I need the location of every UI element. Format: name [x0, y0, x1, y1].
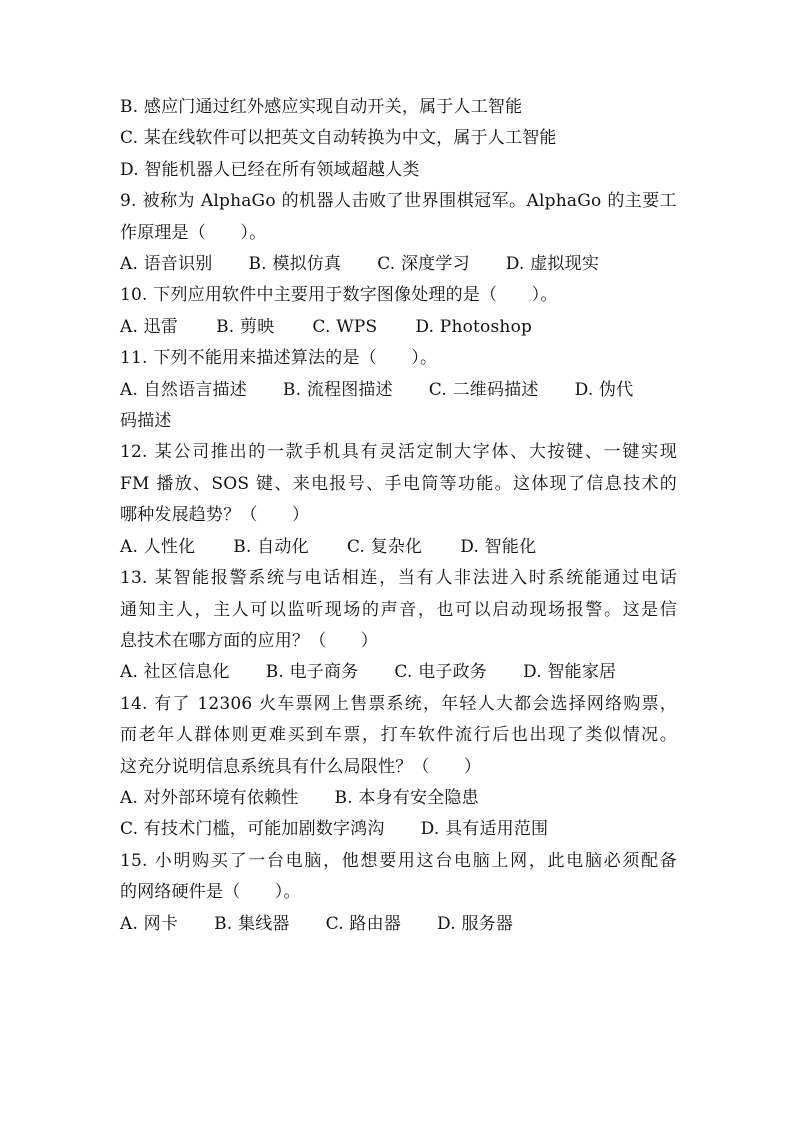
- question-9-option-a: A. 语音识别: [120, 254, 213, 275]
- question-14-text-line-2: 而老年人群体则更难买到车票，打车软件流行后也出现了类似情况。: [120, 725, 677, 746]
- option-c-line: C. 某在线软件可以把英文自动转换为中文，属于人工智能: [120, 128, 557, 149]
- question-15-options: [120, 909, 680, 940]
- question-12-option-a: A. 人性化: [120, 536, 196, 557]
- question-9-options: [120, 249, 680, 280]
- question-11-option-d: D. 伪代: [574, 379, 634, 400]
- question-10-option-b: B. 剪映: [216, 316, 275, 337]
- question-9-text-line-2: 作原理是（ ）。: [120, 222, 267, 243]
- question-11-option-a: A. 自然语言描述: [120, 379, 247, 400]
- question-10-option-a: A. 迅雷: [120, 316, 179, 337]
- question-12-option-b: B. 自动化: [233, 536, 309, 557]
- question-14-option-a: A. 对外部环境有依赖性: [120, 787, 299, 808]
- question-13-text-line-1: 13. 某智能报警系统与电话相连，当有人非法进入时系统能通过电话: [120, 568, 677, 589]
- option-d-line: D. 智能机器人已经在所有领域超越人类: [120, 159, 420, 180]
- question-15-text-line-2: 的网络硬件是（ ）。: [120, 882, 301, 903]
- question-11-option-b: B. 流程图描述: [282, 379, 393, 400]
- question-13-option-d: D. 智能家居: [523, 662, 617, 683]
- question-10-text: 10. 下列应用软件中主要用于数字图像处理的是（ ）。: [120, 285, 558, 306]
- question-11-text: 11. 下列不能用来描述算法的是（ ）。: [120, 348, 438, 369]
- question-10-option-d: D. Photoshop: [415, 316, 533, 337]
- question-content: [120, 92, 680, 940]
- question-14-option-d: D. 具有适用范围: [420, 819, 549, 840]
- question-9-text-line-1: 9. 被称为 AlphaGo 的机器人击败了世界围棋冠军。AlphaGo 的主要工: [120, 191, 677, 212]
- question-13-text-line-2: 通知主人，主人可以监听现场的声音，也可以启动现场报警。这是信: [120, 599, 677, 620]
- question-14-options-row-2: [120, 814, 680, 845]
- question-9-option-d: D. 虚拟现实: [505, 254, 600, 275]
- question-13-options: [120, 657, 680, 688]
- question-12-text-line-3: 哪种发展趋势？（ ）: [120, 505, 310, 526]
- question-14-text-line-1: 14. 有了 12306 火车票网上售票系统，年轻人大都会选择网络购票，: [120, 693, 677, 714]
- question-13-option-a: A. 社区信息化: [120, 662, 230, 683]
- question-15-option-c: C. 路由器: [325, 913, 402, 934]
- question-13-text-line-3: 息技术在哪方面的应用？（ ）: [120, 630, 378, 651]
- question-11-options: [120, 375, 680, 406]
- question-12-option-c: C. 复杂化: [346, 536, 423, 557]
- question-10-options: [120, 312, 680, 343]
- question-13-option-b: B. 电子商务: [265, 662, 359, 683]
- question-14-option-c: C. 有技术门槛，可能加剧数字鸿沟: [120, 819, 385, 840]
- question-12-text-line-1: 12. 某公司推出的一款手机具有灵活定制大字体、大按键、一键实现: [120, 442, 677, 463]
- question-14-options-row-1: [120, 783, 680, 814]
- option-b-line: B. 感应门通过红外感应实现自动开关，属于人工智能: [120, 97, 523, 117]
- question-14-text-line-3: 这充分说明信息系统具有什么局限性？（ ）: [120, 756, 482, 777]
- question-9-option-c: C. 深度学习: [377, 254, 470, 275]
- question-12-text-line-2: FM 播放、SOS 键、来电报号、手电筒等功能。这体现了信息技术的: [120, 473, 677, 494]
- question-15-text-line-1: 15. 小明购买了一台电脑，他想要用这台电脑上网，此电脑必须配备: [120, 850, 677, 871]
- question-12-option-d: D. 智能化: [460, 536, 537, 557]
- question-12-options: [120, 532, 680, 563]
- question-15-option-b: B. 集线器: [214, 913, 290, 934]
- question-15-option-d: D. 服务器: [437, 913, 514, 934]
- question-14-option-b: B. 本身有安全隐患: [334, 787, 479, 808]
- question-9-option-b: B. 模拟仿真: [248, 254, 342, 275]
- question-10-option-c: C. WPS: [312, 316, 378, 337]
- question-13-option-c: C. 电子政务: [394, 662, 487, 683]
- question-11-option-c: C. 二维码描述: [428, 379, 539, 400]
- question-15-option-a: A. 网卡: [120, 913, 179, 934]
- question-11-option-d-continued: 码描述: [120, 411, 172, 432]
